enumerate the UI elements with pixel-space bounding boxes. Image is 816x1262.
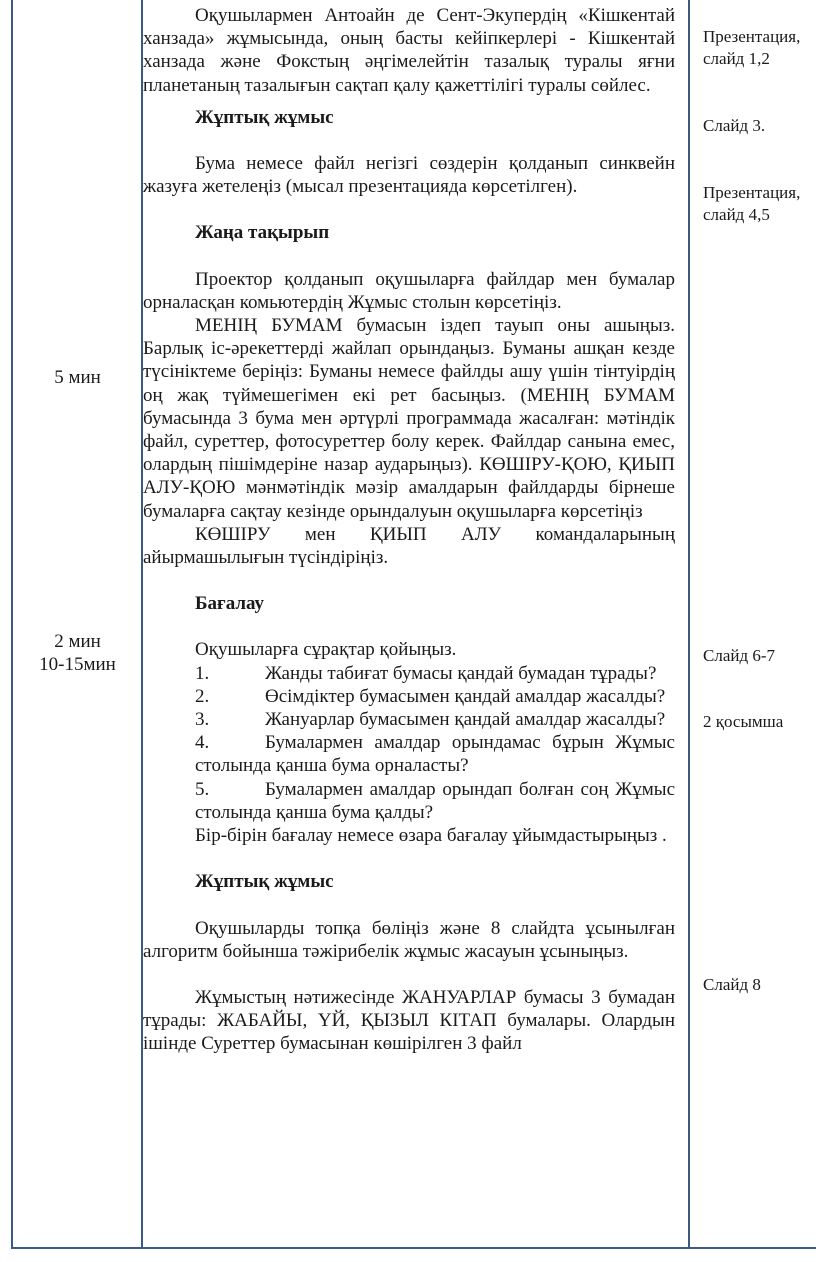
question-text: Бумалармен амалдар орындап болған соң Жұмыс столында қанша бума қалды? [195,778,675,823]
paragraph-ask-questions: Оқушыларға сұрақтар қойыңыз. [195,639,457,661]
paragraph-copy-cut: КӨШІРУ мен ҚИЫП АЛУ командаларының айырмашылығын түсіндіріңіз. [143,523,675,569]
paragraph-my-folder: МЕНІҢ БУМАМ бумасын іздеп тауып оны ашыңыз. Барлық іс-әрекеттерді жайлап орындаңыз. Буманы ашқан кезде түсініктеме беріңіз: Буманы немесе файлды ашу үшін тінтуірдің оң жақ түймешегімен екі рет басыңыз. (МЕНІҢ БУМАМ бумасында 3 бума мен әртүрлі программада жасалған: мәтіндік файл, суреттер, фотосуреттер болу керек. Файлдар санына емес, олардың пішімдеріне назар аударыңыз). КӨШІРУ-ҚОЮ, ҚИЫП АЛУ-ҚОЮ мәнмәтіндік мәзір амалдарын файлдарды бірнеше бумаларға сақтау кезінде орындалуын оқушыларға көрсетіңіз [143,315,675,522]
paragraph-peer-assessment: Бір-бірін бағалау немесе өзара бағалау ұйымдастырыңыз . [195,825,667,847]
time-5-min: 5 мин [54,367,101,388]
paragraph-result: Жұмыстың нәтижесінде ЖАНУАРЛАР бумасы 3 бумадан тұрады: ЖАБАЙЫ, ҮЙ, ҚЫЗЫЛ КІТАП бумалары. Олардын ішінде Суреттер бумасынан көшірілген 3 файл [143,986,675,1055]
paragraph-projector: Проектор қолданып оқушыларға файлдар мен бумалар орналасқан комьютердің Жұмыс столын көрсетіңіз. [143,268,675,313]
question-number: 5. [195,778,210,800]
question-1 [143,662,675,685]
question-5 [143,778,675,824]
heading-new-topic: Жаңа тақырып [195,222,330,244]
resource-appendix-2: 2 қосымша [703,712,784,731]
question-text: Өсімдіктер бумасымен қандай амалдар жасалды? [265,685,666,707]
question-number: 1. [195,662,210,684]
paragraph-discussion: Оқушылармен Антоайн де Сент-Экупердің «Кішкентай ханзада» жұмысында, оның басты кейіпкерлері - Кішкентай ханзада және Фокстың әңгімелейтін тазалық туралы яғни планетаның тазалығын сақтап қалу қажеттілігі туралы сөйлес. [143,5,675,96]
question-3 [143,708,675,731]
question-number: 3. [195,709,210,731]
lesson-content [143,4,675,1056]
heading-assessment: Бағалау [195,593,265,615]
column-divider-right [688,0,690,1249]
question-text: Бумалармен амалдар орындамас бұрын Жұмыс столында қанша бума орналасты? [195,732,675,777]
question-number: 4. [195,732,210,754]
resource-presentation-4-5: Презентация, слайд 4,5 [703,183,801,224]
question-number: 2. [195,685,210,707]
time-10-15-min: 10-15мин [39,654,116,675]
paragraph-cinquain: Бума немесе файл негізгі сөздерін қолданып синквейн жазуға жетелеңіз (мысал презентацияда көрсетілген). [143,153,675,198]
resource-slide-3: Слайд 3. [703,116,766,135]
resource-slide-6-7: Слайд 6-7 [703,646,776,665]
resource-slide-8: Слайд 8 [703,975,761,994]
heading-pair-work-2: Жұптық жұмыс [195,871,334,893]
question-2 [143,685,675,708]
question-text: Жануарлар бумасымен қандай амалдар жасалды? [265,709,666,731]
question-4 [143,731,675,777]
resource-presentation-1-2: Презентация, слайд 1,2 [703,27,801,68]
heading-pair-work: Жұптық жұмыс [195,106,334,128]
time-2-min: 2 мин [54,631,101,652]
question-text: Жанды табиғат бумасы қандай бумадан тұрады? [265,662,657,684]
paragraph-groups: Оқушыларды топқа бөліңіз және 8 слайдта ұсынылған алгоритм бойынша тәжірибелік жұмыс жасауын ұсыныңыз. [143,917,675,962]
